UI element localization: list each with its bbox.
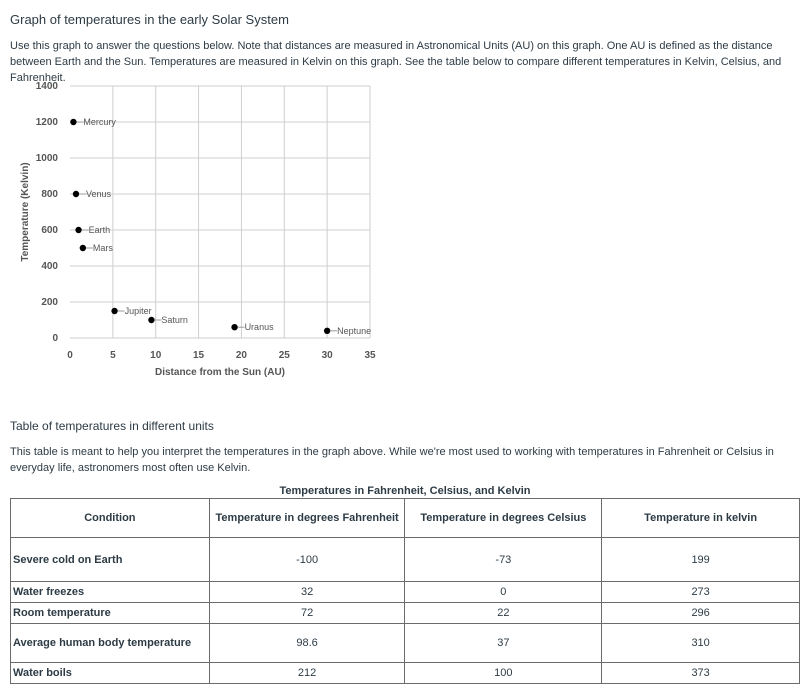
x-tick-label: 5 (110, 350, 116, 361)
point-label: Mars (92, 243, 113, 253)
cell-condition: Average human body temperature (11, 624, 210, 663)
header-fahrenheit: Temperature in degrees Fahrenheit (209, 499, 405, 538)
header-celsius: Temperature in degrees Celsius (405, 499, 602, 538)
point-label: Venus (86, 189, 112, 199)
x-tick-label: 25 (278, 350, 290, 361)
y-axis-label: Temperature (Kelvin) (20, 162, 31, 262)
cell-fahrenheit: 98.6 (209, 624, 405, 663)
header-kelvin: Temperature in kelvin (602, 499, 800, 538)
table-caption: Temperatures in Fahrenheit, Celsius, and Kelvin (279, 485, 531, 497)
y-tick-label: 200 (41, 297, 58, 308)
y-tick-label: 1200 (35, 117, 58, 128)
table-header-row (11, 499, 800, 538)
cell-condition: Severe cold on Earth (11, 538, 210, 582)
table-intro-text: This table is meant to help you interpret the temperatures in the graph above. While we're most used to working with temperatures in Fahrenheit or Celsius in everyday life, astronomers most often use Kelvin. (10, 446, 774, 474)
temperature-table (10, 498, 800, 684)
x-tick-label: 35 (364, 350, 376, 361)
data-point (231, 324, 237, 330)
data-point (70, 119, 76, 125)
y-tick-label: 400 (41, 261, 58, 272)
cell-celsius: 22 (405, 603, 602, 624)
y-tick-label: 1000 (35, 153, 58, 164)
intro-text: Use this graph to answer the questions below. Note that distances are measured in Astronomical Units (AU) on this graph. One AU is defined as the distance between Earth and the Sun. Temperatures are measured in Kelvin on this graph. See the table below to compare different temperatures in Kelvin, Celsius, and Fahrenheit. (10, 40, 782, 84)
cell-kelvin: 273 (602, 582, 800, 603)
header-condition: Condition (11, 499, 210, 538)
data-point (73, 191, 79, 197)
table-row (11, 624, 800, 663)
cell-kelvin: 310 (602, 624, 800, 663)
x-tick-label: 20 (235, 350, 247, 361)
table-row (11, 663, 800, 684)
x-tick-label: 10 (150, 350, 162, 361)
temperature-chart (0, 78, 811, 388)
cell-kelvin: 199 (602, 538, 800, 582)
data-point (80, 245, 86, 251)
data-point (324, 328, 330, 334)
cell-condition: Room temperature (11, 603, 210, 624)
y-tick-label: 1400 (35, 81, 58, 92)
cell-condition: Water boils (11, 663, 210, 684)
x-axis-label: Distance from the Sun (AU) (154, 367, 286, 378)
x-tick-label: 30 (321, 350, 333, 361)
point-label: Earth (88, 225, 111, 235)
point-label: Neptune (337, 325, 372, 336)
cell-celsius: 100 (405, 663, 602, 684)
table-section-title: Table of temperatures in different units (10, 419, 214, 433)
y-tick-label: 800 (41, 189, 58, 200)
point-label: Uranus (244, 322, 274, 333)
cell-celsius: 0 (405, 582, 602, 603)
table-row (11, 582, 800, 603)
cell-fahrenheit: 212 (209, 663, 405, 684)
cell-kelvin: 373 (602, 663, 800, 684)
x-tick-label: 0 (67, 350, 73, 361)
cell-fahrenheit: 32 (209, 582, 405, 603)
point-label: Saturn (161, 315, 188, 325)
y-tick-label: 0 (52, 333, 58, 344)
data-point (111, 308, 117, 314)
data-point (148, 317, 154, 323)
cell-kelvin: 296 (602, 603, 800, 624)
cell-celsius: 37 (405, 624, 602, 663)
table-row (11, 603, 800, 624)
data-point (75, 227, 81, 233)
page-title: Graph of temperatures in the early Solar System (10, 12, 289, 27)
cell-celsius: -73 (405, 538, 602, 582)
cell-fahrenheit: 72 (209, 603, 405, 624)
y-tick-label: 600 (41, 225, 58, 236)
cell-fahrenheit: -100 (209, 538, 405, 582)
cell-condition: Water freezes (11, 582, 210, 603)
x-tick-label: 15 (193, 350, 205, 361)
table-row (11, 538, 800, 582)
point-label: Jupiter (124, 306, 152, 316)
point-label: Mercury (83, 117, 116, 127)
